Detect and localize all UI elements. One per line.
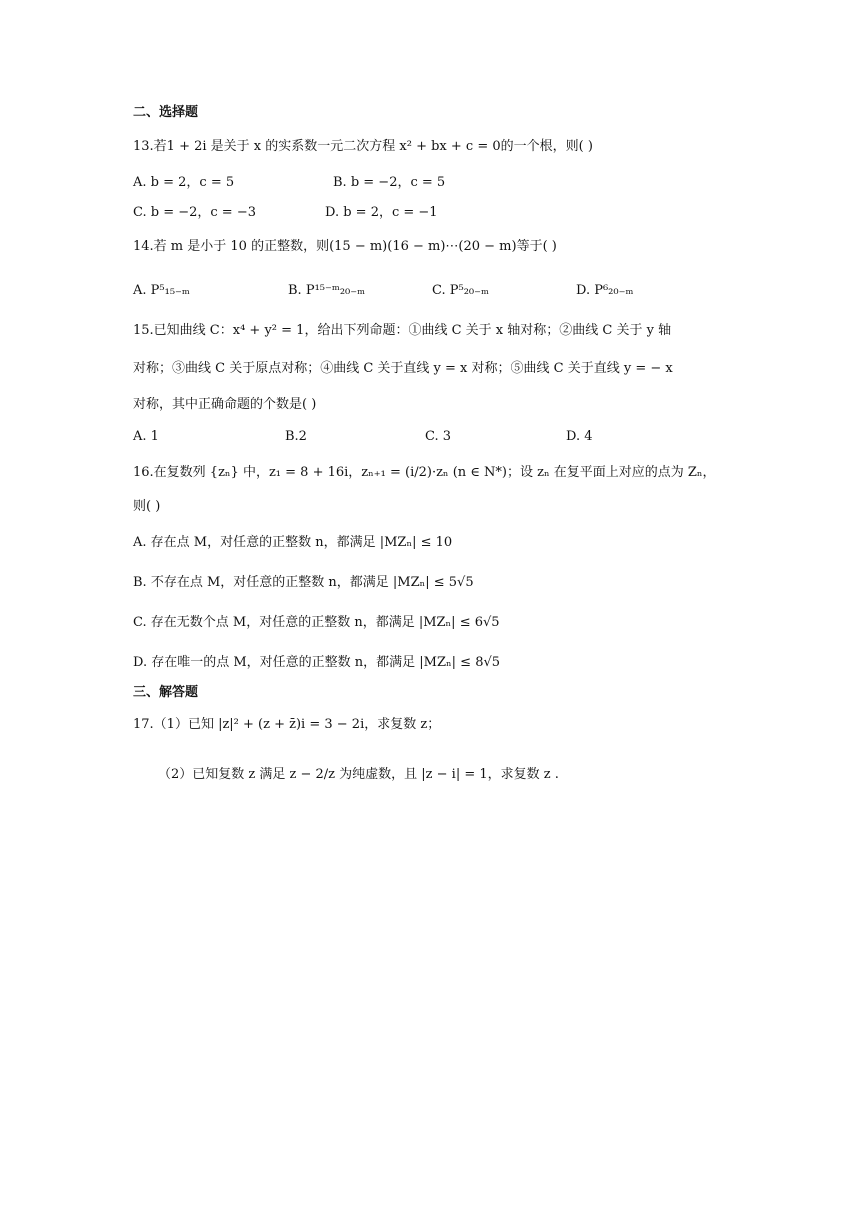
question-15-option-d: D. 4 xyxy=(566,429,593,444)
question-16-line-1: 16.在复数列 {zₙ} 中，z₁ = 8 + 16i，zₙ₊₁ = (i/2)·zₙ (n ∈ N*)；设 zₙ 在复平面上对应的点为 Zₙ， xyxy=(133,465,716,480)
question-14-stem: 14.若 m 是小于 10 的正整数，则(15 − m)(16 − m)⋯(20 − m)等于( ) xyxy=(133,239,557,254)
question-13-option-b: B. b = −2，c = 5 xyxy=(333,175,446,190)
question-14-option-a: A. P⁵₁₅₋ₘ xyxy=(133,283,190,298)
question-15-line-2: 对称；③曲线 C 关于原点对称；④曲线 C 关于直线 y = x 对称；⑤曲线 C 关于直线 y = − x xyxy=(133,361,673,376)
question-15-option-b: B.2 xyxy=(285,429,307,444)
question-17-part-2: （2）已知复数 z 满足 z − 2/z 为纯虚数，且 |z − i| = 1，求复数 z . xyxy=(158,767,559,782)
question-15-option-a: A. 1 xyxy=(133,429,159,444)
question-17-part-1: 17.（1）已知 |z|² + (z + z̄)i = 3 − 2i，求复数 z； xyxy=(133,717,441,732)
question-13-stem: 13.若1 + 2i 是关于 x 的实系数一元二次方程 x² + bx + c = 0的一个根，则( ) xyxy=(133,139,593,154)
question-15-line-1: 15.已知曲线 C：x⁴ + y² = 1，给出下列命题：①曲线 C 关于 x 轴对称；②曲线 C 关于 y 轴 xyxy=(133,323,672,338)
question-16-option-c: C. 存在无数个点 M，对任意的正整数 n，都满足 |MZₙ| ≤ 6√5 xyxy=(133,615,500,630)
question-14-option-c: C. P⁵₂₀₋ₘ xyxy=(432,283,489,298)
question-14-option-d: D. P⁶₂₀₋ₘ xyxy=(576,283,634,298)
section-3-title: 三、解答题 xyxy=(133,685,199,700)
question-13-option-a: A. b = 2，c = 5 xyxy=(133,175,235,190)
question-16-line-2: 则( ) xyxy=(133,499,161,514)
question-13-option-d: D. b = 2，c = −1 xyxy=(325,205,438,220)
question-16-option-a: A. 存在点 M，对任意的正整数 n，都满足 |MZₙ| ≤ 10 xyxy=(133,535,453,550)
question-16-option-d: D. 存在唯一的点 M，对任意的正整数 n，都满足 |MZₙ| ≤ 8√5 xyxy=(133,655,501,670)
section-2-title: 二、选择题 xyxy=(133,105,199,120)
question-15-line-3: 对称，其中正确命题的个数是( ) xyxy=(133,397,317,412)
question-16-option-b: B. 不存在点 M，对任意的正整数 n，都满足 |MZₙ| ≤ 5√5 xyxy=(133,575,474,590)
question-14-option-b: B. P¹⁵⁻ᵐ₂₀₋ₘ xyxy=(288,283,366,298)
question-13-option-c: C. b = −2，c = −3 xyxy=(133,205,256,220)
question-15-option-c: C. 3 xyxy=(425,429,452,444)
